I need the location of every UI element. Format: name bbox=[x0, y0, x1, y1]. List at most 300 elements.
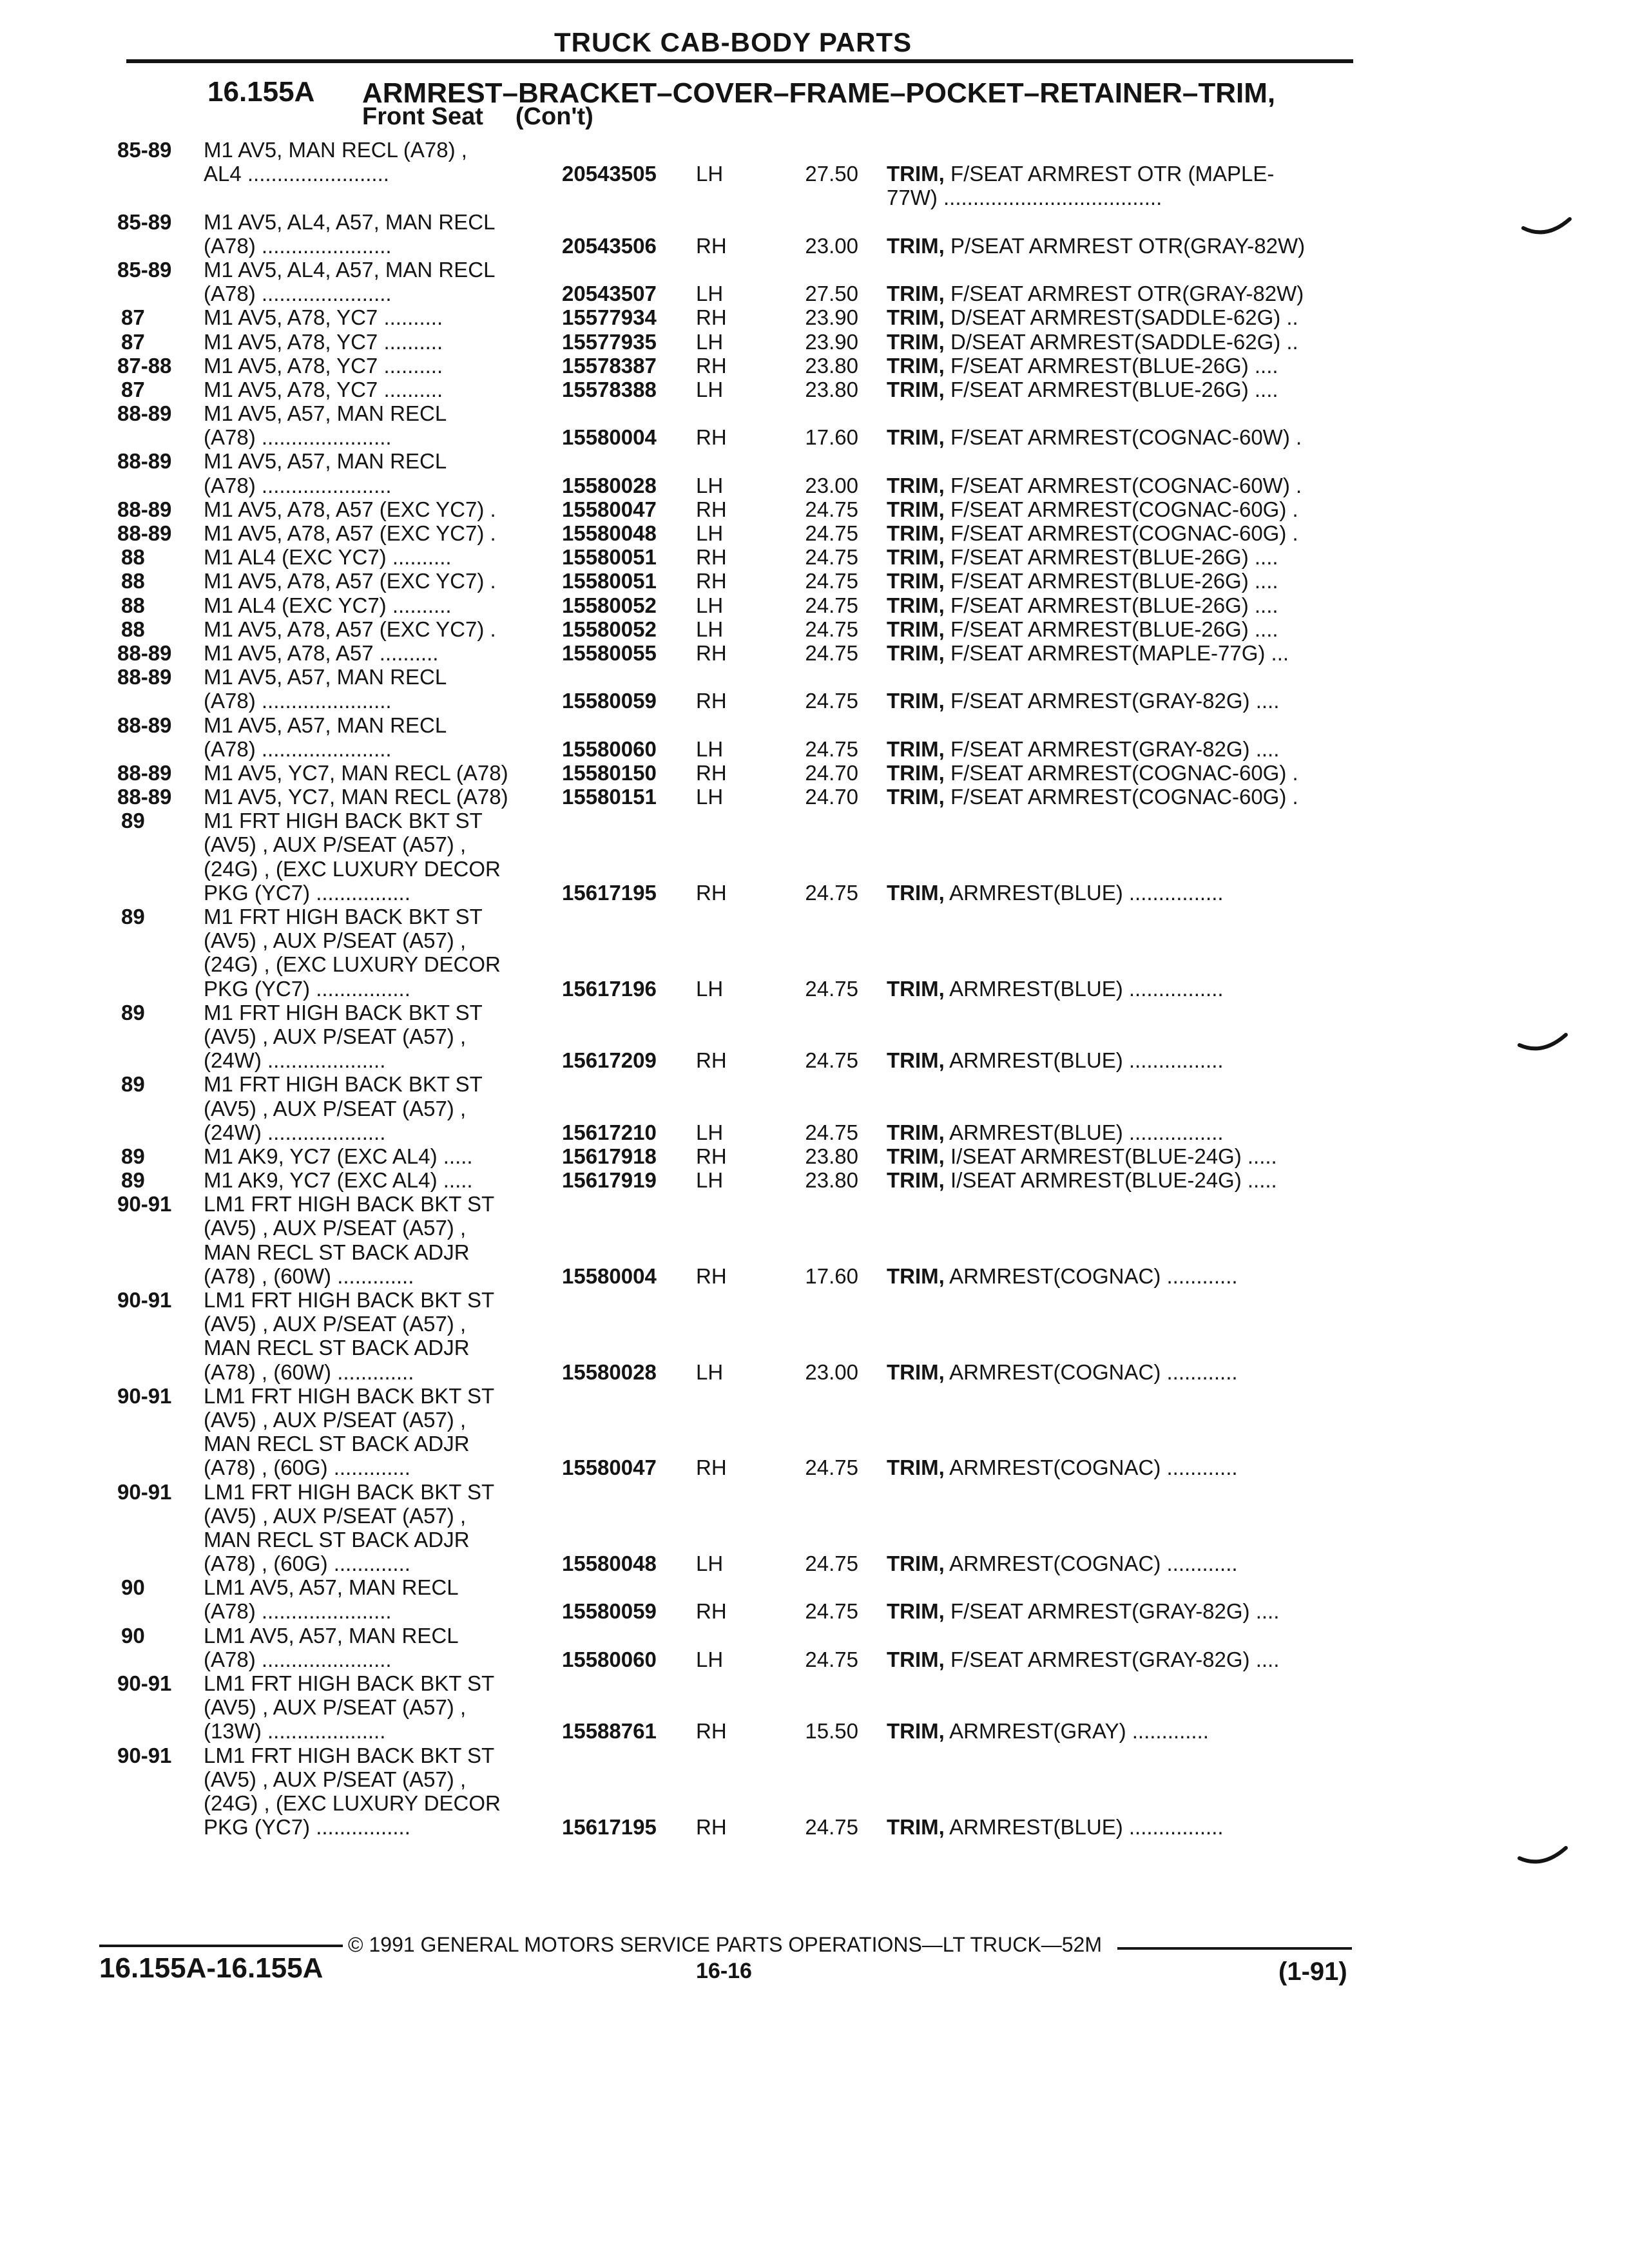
application-description: M1 AV5, MAN RECL (A78) , bbox=[204, 138, 467, 162]
side-indicator: RH bbox=[696, 760, 727, 785]
application-description: LM1 FRT HIGH BACK BKT ST bbox=[204, 1743, 495, 1767]
list-price: 24.75 bbox=[805, 521, 858, 545]
side-indicator: RH bbox=[696, 880, 727, 905]
parts-row bbox=[0, 1767, 1629, 1791]
parts-row bbox=[0, 809, 1629, 832]
parts-row bbox=[0, 737, 1629, 761]
parts-row bbox=[0, 1048, 1629, 1072]
part-number: 20543507 bbox=[562, 282, 657, 306]
part-number: 15578388 bbox=[562, 377, 657, 401]
parts-row bbox=[0, 881, 1629, 905]
part-nomenclature: TRIM, F/SEAT ARMREST(BLUE-26G) .... bbox=[887, 617, 1278, 641]
application-description: (24G) , (EXC LUXURY DECOR bbox=[204, 1791, 501, 1815]
application-description: (A78) ...................... bbox=[204, 1647, 392, 1671]
application-description: (A78) ...................... bbox=[204, 425, 392, 450]
application-description: M1 FRT HIGH BACK BKT ST bbox=[204, 1072, 483, 1097]
side-indicator: LH bbox=[696, 377, 724, 401]
part-nomenclature: 77W) ..................................... bbox=[887, 186, 1162, 210]
parts-row bbox=[0, 785, 1629, 809]
application-description: (A78) , (60W) ............. bbox=[204, 1360, 414, 1384]
application-description: LM1 AV5, A57, MAN RECL bbox=[204, 1623, 459, 1648]
side-indicator: LH bbox=[696, 282, 724, 306]
part-nomenclature: TRIM, I/SEAT ARMREST(BLUE-24G) ..... bbox=[887, 1144, 1277, 1168]
parts-row bbox=[0, 305, 1629, 329]
page-header-title: TRUCK CAB-BODY PARTS bbox=[554, 27, 912, 57]
application-description: (A78) ...................... bbox=[204, 282, 392, 306]
part-nomenclature: TRIM, I/SEAT ARMREST(BLUE-24G) ..... bbox=[887, 1168, 1277, 1193]
side-indicator: RH bbox=[696, 1719, 727, 1744]
part-number: 15580151 bbox=[562, 785, 657, 809]
part-nomenclature: TRIM, ARMREST(BLUE) ................ bbox=[887, 1815, 1224, 1840]
footer-page-number: 16-16 bbox=[696, 1959, 752, 1983]
side-indicator: LH bbox=[696, 785, 724, 809]
parts-row bbox=[0, 1240, 1629, 1264]
model-year: 90-91 bbox=[117, 1288, 172, 1312]
application-description: M1 AV5, YC7, MAN RECL (A78) bbox=[204, 760, 508, 785]
model-year: 89 bbox=[121, 1168, 145, 1193]
parts-row bbox=[0, 905, 1629, 928]
section-continued: (Con't) bbox=[515, 103, 593, 130]
application-description: M1 AV5, A78, YC7 .......... bbox=[204, 377, 443, 401]
application-description: (AV5) , AUX P/SEAT (A57) , bbox=[204, 1767, 467, 1791]
list-price: 24.75 bbox=[805, 1647, 858, 1671]
list-price: 23.80 bbox=[805, 1168, 858, 1193]
list-price: 24.75 bbox=[805, 1456, 858, 1480]
application-description: (A78) ...................... bbox=[204, 233, 392, 258]
part-nomenclature: TRIM, F/SEAT ARMREST(COGNAC-60W) . bbox=[887, 425, 1302, 450]
part-number: 15577934 bbox=[562, 305, 657, 330]
parts-row bbox=[0, 1384, 1629, 1408]
part-number: 15617919 bbox=[562, 1168, 657, 1193]
application-description: M1 FRT HIGH BACK BKT ST bbox=[204, 905, 483, 928]
model-year: 89 bbox=[121, 809, 145, 833]
list-price: 27.50 bbox=[805, 162, 858, 186]
model-year: 88-89 bbox=[117, 665, 172, 689]
application-description: M1 AK9, YC7 (EXC AL4) ..... bbox=[204, 1168, 473, 1193]
list-price: 23.90 bbox=[805, 305, 858, 330]
model-year: 88-89 bbox=[117, 760, 172, 785]
application-description: LM1 FRT HIGH BACK BKT ST bbox=[204, 1479, 495, 1504]
list-price: 24.75 bbox=[805, 1599, 858, 1624]
part-number: 15580052 bbox=[562, 593, 657, 617]
side-indicator: RH bbox=[696, 1815, 727, 1840]
application-description: M1 AL4 (EXC YC7) .......... bbox=[204, 545, 452, 570]
application-description: (AV5) , AUX P/SEAT (A57) , bbox=[204, 1407, 467, 1432]
parts-row bbox=[0, 449, 1629, 473]
part-number: 15580051 bbox=[562, 545, 657, 570]
application-description: LM1 AV5, A57, MAN RECL bbox=[204, 1575, 459, 1600]
parts-row bbox=[0, 1744, 1629, 1767]
parts-row bbox=[0, 1216, 1629, 1240]
parts-row bbox=[0, 1336, 1629, 1360]
parts-row bbox=[0, 617, 1629, 641]
part-number: 20543506 bbox=[562, 233, 657, 258]
list-price: 24.75 bbox=[805, 497, 858, 521]
side-indicator: LH bbox=[696, 976, 724, 1001]
section-subtitle bbox=[362, 103, 593, 131]
side-indicator: RH bbox=[696, 1599, 727, 1624]
application-description: LM1 FRT HIGH BACK BKT ST bbox=[204, 1383, 495, 1408]
list-price: 23.00 bbox=[805, 473, 858, 497]
application-description: (A78) , (60W) ............. bbox=[204, 1264, 414, 1288]
parts-row bbox=[0, 258, 1629, 282]
application-description: (AV5) , AUX P/SEAT (A57) , bbox=[204, 928, 467, 953]
model-year: 85-89 bbox=[117, 257, 172, 282]
parts-row bbox=[0, 210, 1629, 234]
parts-row bbox=[0, 282, 1629, 305]
parts-row bbox=[0, 593, 1629, 617]
application-description: M1 AV5, A78, A57 (EXC YC7) . bbox=[204, 617, 496, 641]
model-year: 90 bbox=[121, 1575, 145, 1600]
model-year: 90-91 bbox=[117, 1671, 172, 1695]
parts-row bbox=[0, 1504, 1629, 1528]
part-nomenclature: TRIM, F/SEAT ARMREST(COGNAC-60G) . bbox=[887, 760, 1298, 785]
part-nomenclature: TRIM, P/SEAT ARMREST OTR(GRAY-82W) bbox=[887, 233, 1306, 258]
part-number: 15580052 bbox=[562, 617, 657, 641]
part-nomenclature: TRIM, F/SEAT ARMREST(BLUE-26G) .... bbox=[887, 353, 1278, 378]
parts-row bbox=[0, 832, 1629, 856]
application-description: PKG (YC7) ................ bbox=[204, 880, 410, 905]
side-indicator: LH bbox=[696, 593, 724, 617]
parts-row bbox=[0, 1144, 1629, 1168]
part-nomenclature: TRIM, ARMREST(BLUE) ................ bbox=[887, 880, 1224, 905]
side-indicator: RH bbox=[696, 1456, 727, 1480]
side-indicator: LH bbox=[696, 1552, 724, 1576]
part-number: 15578387 bbox=[562, 353, 657, 378]
application-description: (AV5) , AUX P/SEAT (A57) , bbox=[204, 1312, 467, 1336]
binder-mark-1 bbox=[1521, 215, 1572, 241]
application-description: (AV5) , AUX P/SEAT (A57) , bbox=[204, 1695, 467, 1720]
part-nomenclature: TRIM, F/SEAT ARMREST OTR (MAPLE- bbox=[887, 162, 1275, 186]
part-number: 15580047 bbox=[562, 497, 657, 521]
application-description: (AV5) , AUX P/SEAT (A57) , bbox=[204, 1096, 467, 1120]
section-title: ARMREST–BRACKET–COVER–FRAME–POCKET–RETAINER–TRIM, bbox=[362, 77, 1276, 109]
application-description: LM1 FRT HIGH BACK BKT ST bbox=[204, 1192, 495, 1216]
model-year: 88-89 bbox=[117, 449, 172, 474]
application-description: M1 FRT HIGH BACK BKT ST bbox=[204, 809, 483, 833]
part-nomenclature: TRIM, ARMREST(BLUE) ................ bbox=[887, 1048, 1224, 1073]
side-indicator: RH bbox=[696, 689, 727, 713]
application-description: M1 AV5, A78, A57 (EXC YC7) . bbox=[204, 497, 496, 521]
part-nomenclature: TRIM, F/SEAT ARMREST(COGNAC-60G) . bbox=[887, 497, 1298, 521]
part-nomenclature: TRIM, ARMREST(GRAY) ............. bbox=[887, 1719, 1209, 1744]
side-indicator: RH bbox=[696, 569, 727, 593]
part-number: 15617195 bbox=[562, 880, 657, 905]
model-year: 90-91 bbox=[117, 1383, 172, 1408]
application-description: (24W) .................... bbox=[204, 1120, 386, 1144]
part-nomenclature: TRIM, F/SEAT ARMREST(COGNAC-60W) . bbox=[887, 473, 1302, 497]
parts-row bbox=[0, 1791, 1629, 1815]
application-description: M1 AL4 (EXC YC7) .......... bbox=[204, 593, 452, 617]
application-description: M1 AV5, A57, MAN RECL bbox=[204, 401, 447, 426]
part-nomenclature: TRIM, F/SEAT ARMREST(MAPLE-77G) ... bbox=[887, 640, 1289, 665]
parts-row bbox=[0, 1528, 1629, 1552]
part-nomenclature: TRIM, F/SEAT ARMREST(COGNAC-60G) . bbox=[887, 785, 1298, 809]
application-description: MAN RECL ST BACK ADJR bbox=[204, 1527, 470, 1552]
list-price: 24.75 bbox=[805, 569, 858, 593]
model-year: 88 bbox=[121, 545, 145, 570]
model-year: 90-91 bbox=[117, 1479, 172, 1504]
parts-row bbox=[0, 474, 1629, 497]
application-description: LM1 FRT HIGH BACK BKT ST bbox=[204, 1671, 495, 1695]
part-number: 20543505 bbox=[562, 162, 657, 186]
list-price: 23.80 bbox=[805, 353, 858, 378]
application-description: (24G) , (EXC LUXURY DECOR bbox=[204, 952, 501, 977]
model-year: 87-88 bbox=[117, 353, 172, 378]
side-indicator: RH bbox=[696, 425, 727, 450]
side-indicator: RH bbox=[696, 1048, 727, 1073]
parts-row bbox=[0, 1456, 1629, 1479]
side-indicator: LH bbox=[696, 329, 724, 354]
parts-row bbox=[0, 425, 1629, 449]
part-number: 15577935 bbox=[562, 329, 657, 354]
list-price: 24.75 bbox=[805, 617, 858, 641]
parts-row bbox=[0, 1624, 1629, 1648]
part-number: 15580060 bbox=[562, 1647, 657, 1671]
part-nomenclature: TRIM, ARMREST(COGNAC) ............ bbox=[887, 1264, 1238, 1288]
part-nomenclature: TRIM, F/SEAT ARMREST OTR(GRAY-82W) bbox=[887, 282, 1304, 306]
parts-row bbox=[0, 1097, 1629, 1120]
header-rule bbox=[126, 59, 1353, 63]
part-nomenclature: TRIM, ARMREST(COGNAC) ............ bbox=[887, 1456, 1238, 1480]
part-number: 15617195 bbox=[562, 1815, 657, 1840]
side-indicator: RH bbox=[696, 233, 727, 258]
parts-row bbox=[0, 1168, 1629, 1192]
model-year: 88-89 bbox=[117, 497, 172, 521]
footer-copyright: © 1991 GENERAL MOTORS SERVICE PARTS OPERATIONS—LT TRUCK—52M bbox=[348, 1933, 1102, 1956]
part-number: 15580055 bbox=[562, 640, 657, 665]
part-nomenclature: TRIM, F/SEAT ARMREST(GRAY-82G) .... bbox=[887, 736, 1280, 761]
model-year: 88 bbox=[121, 569, 145, 593]
application-description: M1 AV5, YC7, MAN RECL (A78) bbox=[204, 785, 508, 809]
part-nomenclature: TRIM, F/SEAT ARMREST(BLUE-26G) .... bbox=[887, 377, 1278, 401]
application-description: MAN RECL ST BACK ADJR bbox=[204, 1432, 470, 1456]
side-indicator: LH bbox=[696, 473, 724, 497]
list-price: 17.60 bbox=[805, 1264, 858, 1288]
application-description: (A78) ...................... bbox=[204, 473, 392, 497]
part-number: 15580059 bbox=[562, 689, 657, 713]
part-number: 15617210 bbox=[562, 1120, 657, 1144]
parts-row bbox=[0, 186, 1629, 209]
parts-row bbox=[0, 1815, 1629, 1839]
list-price: 24.75 bbox=[805, 1048, 858, 1073]
parts-row bbox=[0, 234, 1629, 258]
part-number: 15617209 bbox=[562, 1048, 657, 1073]
section-subtitle-text: Front Seat bbox=[362, 103, 483, 130]
application-description: M1 AV5, A57, MAN RECL bbox=[204, 713, 447, 737]
application-description: M1 AV5, AL4, A57, MAN RECL bbox=[204, 209, 496, 234]
application-description: M1 AV5, A78, YC7 .......... bbox=[204, 353, 443, 378]
model-year: 89 bbox=[121, 1144, 145, 1168]
part-number: 15580028 bbox=[562, 473, 657, 497]
side-indicator: LH bbox=[696, 1647, 724, 1671]
model-year: 90 bbox=[121, 1623, 145, 1648]
list-price: 24.75 bbox=[805, 689, 858, 713]
application-description: (AV5) , AUX P/SEAT (A57) , bbox=[204, 1024, 467, 1048]
parts-row bbox=[0, 1001, 1629, 1024]
application-description: M1 AV5, A57, MAN RECL bbox=[204, 449, 447, 474]
footer-section-range: 16.155A-16.155A bbox=[99, 1952, 323, 1984]
list-price: 24.75 bbox=[805, 640, 858, 665]
model-year: 87 bbox=[121, 377, 145, 401]
parts-row bbox=[0, 665, 1629, 689]
part-nomenclature: TRIM, ARMREST(COGNAC) ............ bbox=[887, 1360, 1238, 1384]
part-number: 15580004 bbox=[562, 425, 657, 450]
model-year: 87 bbox=[121, 329, 145, 354]
part-number: 15588761 bbox=[562, 1719, 657, 1744]
side-indicator: RH bbox=[696, 353, 727, 378]
application-description: (A78) ...................... bbox=[204, 1599, 392, 1624]
parts-row bbox=[0, 1072, 1629, 1096]
application-description: MAN RECL ST BACK ADJR bbox=[204, 1240, 470, 1264]
application-description: M1 AV5, AL4, A57, MAN RECL bbox=[204, 257, 496, 282]
list-price: 24.75 bbox=[805, 976, 858, 1001]
parts-row bbox=[0, 1599, 1629, 1623]
parts-list bbox=[0, 138, 1629, 1839]
part-nomenclature: TRIM, F/SEAT ARMREST(GRAY-82G) .... bbox=[887, 689, 1280, 713]
parts-row bbox=[0, 1695, 1629, 1719]
list-price: 23.80 bbox=[805, 377, 858, 401]
application-description: PKG (YC7) ................ bbox=[204, 976, 410, 1001]
parts-row bbox=[0, 330, 1629, 354]
application-description: M1 AV5, A78, YC7 .......... bbox=[204, 329, 443, 354]
part-number: 15580150 bbox=[562, 760, 657, 785]
part-number: 15580004 bbox=[562, 1264, 657, 1288]
list-price: 24.75 bbox=[805, 593, 858, 617]
part-nomenclature: TRIM, F/SEAT ARMREST(BLUE-26G) .... bbox=[887, 545, 1278, 570]
list-price: 24.75 bbox=[805, 1552, 858, 1576]
list-price: 24.70 bbox=[805, 785, 858, 809]
binder-mark-3 bbox=[1517, 1844, 1568, 1870]
list-price: 24.75 bbox=[805, 1815, 858, 1840]
model-year: 90-91 bbox=[117, 1192, 172, 1216]
parts-row bbox=[0, 545, 1629, 569]
application-description: M1 AV5, A57, MAN RECL bbox=[204, 665, 447, 689]
parts-row bbox=[0, 569, 1629, 593]
side-indicator: RH bbox=[696, 1144, 727, 1168]
parts-row bbox=[0, 497, 1629, 521]
parts-row bbox=[0, 928, 1629, 952]
parts-row bbox=[0, 162, 1629, 186]
parts-row bbox=[0, 641, 1629, 665]
parts-row bbox=[0, 689, 1629, 713]
model-year: 85-89 bbox=[117, 138, 172, 162]
application-description: M1 AV5, A78, A57 .......... bbox=[204, 640, 439, 665]
application-description: LM1 FRT HIGH BACK BKT ST bbox=[204, 1288, 495, 1312]
list-price: 24.75 bbox=[805, 736, 858, 761]
part-nomenclature: TRIM, F/SEAT ARMREST(BLUE-26G) .... bbox=[887, 593, 1278, 617]
list-price: 24.75 bbox=[805, 545, 858, 570]
parts-row bbox=[0, 761, 1629, 785]
application-description: (13W) .................... bbox=[204, 1719, 386, 1744]
model-year: 85-89 bbox=[117, 209, 172, 234]
parts-row bbox=[0, 977, 1629, 1001]
side-indicator: RH bbox=[696, 545, 727, 570]
application-description: (A78) ...................... bbox=[204, 736, 392, 761]
parts-row bbox=[0, 1024, 1629, 1048]
list-price: 23.00 bbox=[805, 1360, 858, 1384]
parts-row bbox=[0, 1480, 1629, 1504]
model-year: 87 bbox=[121, 305, 145, 330]
application-description: (AV5) , AUX P/SEAT (A57) , bbox=[204, 1503, 467, 1528]
parts-row bbox=[0, 1288, 1629, 1312]
footer-revision-date: (1-91) bbox=[1278, 1957, 1347, 1986]
list-price: 17.60 bbox=[805, 425, 858, 450]
parts-row bbox=[0, 1120, 1629, 1144]
part-number: 15580047 bbox=[562, 1456, 657, 1480]
parts-row bbox=[0, 1264, 1629, 1288]
parts-row bbox=[0, 1575, 1629, 1599]
part-nomenclature: TRIM, ARMREST(COGNAC) ............ bbox=[887, 1552, 1238, 1576]
parts-row bbox=[0, 1360, 1629, 1384]
list-price: 23.00 bbox=[805, 233, 858, 258]
list-price: 24.70 bbox=[805, 760, 858, 785]
part-nomenclature: TRIM, F/SEAT ARMREST(COGNAC-60G) . bbox=[887, 521, 1298, 545]
parts-row bbox=[0, 952, 1629, 976]
side-indicator: LH bbox=[696, 521, 724, 545]
parts-row bbox=[0, 401, 1629, 425]
application-description: PKG (YC7) ................ bbox=[204, 1815, 410, 1840]
application-description: MAN RECL ST BACK ADJR bbox=[204, 1336, 470, 1360]
model-year: 89 bbox=[121, 1000, 145, 1024]
model-year: 89 bbox=[121, 1072, 145, 1097]
section-number: 16.155A bbox=[207, 76, 315, 108]
application-description: (A78) ...................... bbox=[204, 689, 392, 713]
parts-row bbox=[0, 354, 1629, 378]
model-year: 90-91 bbox=[117, 1743, 172, 1767]
model-year: 88-89 bbox=[117, 521, 172, 545]
application-description: M1 AV5, A78, A57 (EXC YC7) . bbox=[204, 569, 496, 593]
parts-row bbox=[0, 1671, 1629, 1695]
part-number: 15580028 bbox=[562, 1360, 657, 1384]
list-price: 23.80 bbox=[805, 1144, 858, 1168]
model-year: 88 bbox=[121, 593, 145, 617]
application-description: AL4 ........................ bbox=[204, 162, 389, 186]
list-price: 24.75 bbox=[805, 1120, 858, 1144]
side-indicator: LH bbox=[696, 1360, 724, 1384]
parts-row bbox=[0, 1648, 1629, 1671]
application-description: (24G) , (EXC LUXURY DECOR bbox=[204, 856, 501, 881]
model-year: 88-89 bbox=[117, 401, 172, 426]
parts-row bbox=[0, 1408, 1629, 1432]
part-number: 15580048 bbox=[562, 521, 657, 545]
part-number: 15580051 bbox=[562, 569, 657, 593]
side-indicator: LH bbox=[696, 162, 724, 186]
list-price: 23.90 bbox=[805, 329, 858, 354]
application-description: M1 FRT HIGH BACK BKT ST bbox=[204, 1000, 483, 1024]
side-indicator: LH bbox=[696, 736, 724, 761]
footer-rule-right bbox=[1117, 1947, 1352, 1950]
parts-row bbox=[0, 1432, 1629, 1456]
list-price: 24.75 bbox=[805, 880, 858, 905]
side-indicator: RH bbox=[696, 305, 727, 330]
list-price: 15.50 bbox=[805, 1719, 858, 1744]
side-indicator: LH bbox=[696, 617, 724, 641]
side-indicator: LH bbox=[696, 1120, 724, 1144]
application-description: M1 AK9, YC7 (EXC AL4) ..... bbox=[204, 1144, 473, 1168]
application-description: (24W) .................... bbox=[204, 1048, 386, 1073]
parts-row bbox=[0, 1552, 1629, 1575]
list-price: 27.50 bbox=[805, 282, 858, 306]
parts-row bbox=[0, 138, 1629, 162]
part-nomenclature: TRIM, F/SEAT ARMREST(GRAY-82G) .... bbox=[887, 1599, 1280, 1624]
application-description: (A78) , (60G) ............. bbox=[204, 1552, 410, 1576]
model-year: 88 bbox=[121, 617, 145, 641]
part-nomenclature: TRIM, D/SEAT ARMREST(SADDLE-62G) .. bbox=[887, 305, 1298, 330]
footer-rule-left bbox=[99, 1945, 343, 1947]
part-number: 15617196 bbox=[562, 976, 657, 1001]
side-indicator: RH bbox=[696, 640, 727, 665]
